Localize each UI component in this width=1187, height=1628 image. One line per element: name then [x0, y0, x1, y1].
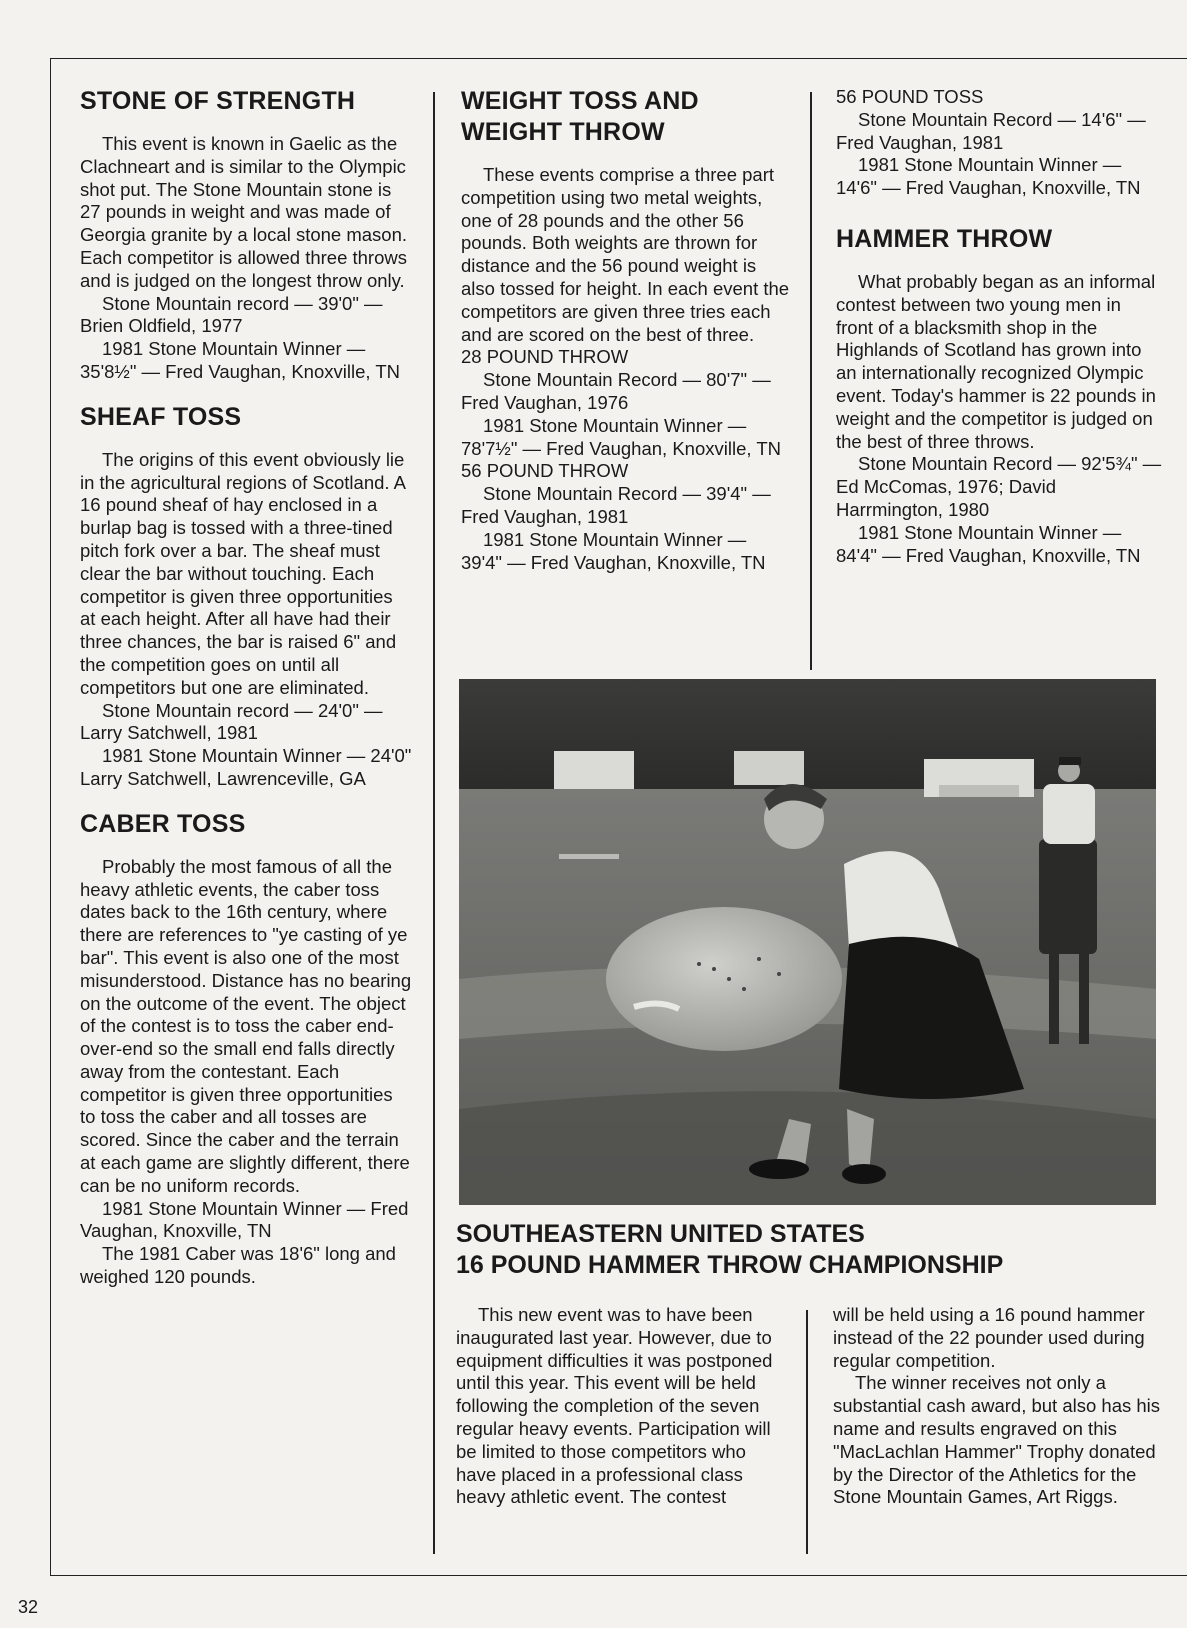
hammer-winner: 1981 Stone Mountain Winner — 84'4" — Fred Vaughan, Knoxville, TN [836, 521, 1141, 566]
heading-sheaf-toss: SHEAF TOSS [80, 402, 242, 431]
heading-weight-toss-line1: WEIGHT TOSS AND [461, 87, 699, 115]
photo-sheaf-toss-athlete [459, 679, 1156, 1205]
heading-caber-toss: CABER TOSS [80, 809, 246, 838]
championship-text-right-1: will be held using a 16 pound hammer instead of the 22 pounder used during regular competition. [833, 1304, 1145, 1371]
hammer-record: Stone Mountain Record — 92'5¾" — Ed McComas, 1976; David Harrmington, 1980 [836, 453, 1162, 520]
championship-left-column [456, 1304, 786, 1509]
championship-text-left: This new event was to have been inaugurated last year. However, due to equipment difficulties it was postponed until this year. This event will be held following the completion of the seven regular heavy events. Participation will be limited to those competitors who have placed in a professional class heavy athletic event. The contest [456, 1304, 773, 1508]
subhead-28-pound-throw: 28 POUND THROW [461, 346, 629, 368]
column-rule-2 [810, 92, 812, 670]
subhead-56-pound-toss: 56 POUND TOSS [836, 86, 984, 107]
championship-heading-line1: SOUTHEASTERN UNITED STATES [456, 1220, 865, 1248]
heading-weight-toss-line2: WEIGHT THROW [461, 118, 665, 146]
toss56-winner: 1981 Stone Mountain Winner — 14'6" — Fred Vaughan, Knoxville, TN [836, 154, 1141, 199]
sheaf-record: Stone Mountain record — 24'0" — Larry Satchwell, 1981 [80, 699, 383, 744]
caber-winner: 1981 Stone Mountain Winner — Fred Vaughan, Knoxville, TN [80, 1197, 409, 1242]
caber-spec: The 1981 Caber was 18'6" long and weighed 120 pounds. [80, 1243, 396, 1288]
caber-description: Probably the most famous of all the heavy athletic events, the caber toss dates back to the 16th century, where there are references to "ye casting of ye bar". This event is also one of the most misunderstood. Distance has no bearing on the outcome of the event. The object of the contest is to toss the caber end-over-end so the small end falls directly away from the contestant. Each competitor is given three opportunities to toss the caber and all tosses are scored. Since the caber and the terrain at each game are slightly different, there can be no uniform records. [80, 855, 412, 1196]
throw28-winner: 1981 Stone Mountain Winner — 78'7½" — Fred Vaughan, Knoxville, TN [461, 414, 781, 459]
subhead-56-pound-throw: 56 POUND THROW [461, 460, 629, 482]
throw56-winner: 1981 Stone Mountain Winner — 39'4" — Fred Vaughan, Knoxville, TN [461, 528, 766, 573]
stone-description: This event is known in Gaelic as the Clachneart and is similar to the Olympic shot put. The Stone Mountain stone is 27 pounds in weight and was made of Georgia granite by a local stone mason. Each competitor is allowed three throws and is judged on the longest throw only. [80, 133, 408, 291]
throw56-record: Stone Mountain Record — 39'4" — Fred Vaughan, 1981 [461, 483, 771, 527]
heading-stone-of-strength: STONE OF STRENGTH [80, 87, 356, 115]
sheaf-description: The origins of this event obviously lie in the agricultural regions of Scotland. A 16 pound sheaf of hay enclosed in a burlap bag is tossed with a three-tined pitch fork over a bar. The sheaf must clear the bar without touching. Each competitor is given three opportunities at each height. After all have had their three chances, the bar is raised 6" and the competition goes on until all competitors but one are eliminated. [80, 448, 405, 698]
heading-hammer-throw: HAMMER THROW [836, 224, 1053, 253]
column-rule-3 [806, 1310, 808, 1554]
championship-text-right-2: The winner receives not only a substantial cash award, but also has his name and results engraved on this "MacLachlan Hammer" Trophy donated by the Director of the Athletics for the Stone Mountain Games, Art Riggs. [833, 1372, 1161, 1508]
heading-weight-toss [461, 86, 791, 148]
championship-heading [456, 1219, 1116, 1281]
stone-winner: 1981 Stone Mountain Winner — 35'8½" — Fred Vaughan, Knoxville, TN [80, 338, 400, 382]
sheaf-winner: 1981 Stone Mountain Winner — 24'0" Larry Satchwell, Lawrenceville, GA [80, 745, 412, 789]
championship-right-column [833, 1304, 1163, 1509]
column-rule-1 [433, 92, 435, 1554]
column-2 [461, 86, 791, 574]
championship-heading-line2: 16 POUND HAMMER THROW CHAMPIONSHIP [456, 1251, 1004, 1279]
column-3 [836, 86, 1162, 567]
column-1 [80, 86, 412, 1289]
weight-description: These events comprise a three part competition using two metal weights, one of 28 pounds and the other 56 pounds. Both weights are thrown for distance and the 56 pound weight is also tossed for height. In each event the competitors are given three tries each and are scored on the best of three. [461, 164, 790, 345]
throw28-record: Stone Mountain Record — 80'7" — Fred Vaughan, 1976 [461, 369, 771, 413]
stone-record: Stone Mountain record — 39'0" — Brien Oldfield, 1977 [80, 292, 383, 337]
hammer-description: What probably began as an informal contest between two young men in front of a blacksmith shop in the Highlands of Scotland has grown into an internationally recognized Olympic event. Today's hammer is 22 pounds in weight and the competitor is judged on the best of three throws. [836, 270, 1156, 452]
page-number: 32 [18, 1597, 39, 1617]
toss56-record: Stone Mountain Record — 14'6" — Fred Vaughan, 1981 [836, 108, 1146, 153]
